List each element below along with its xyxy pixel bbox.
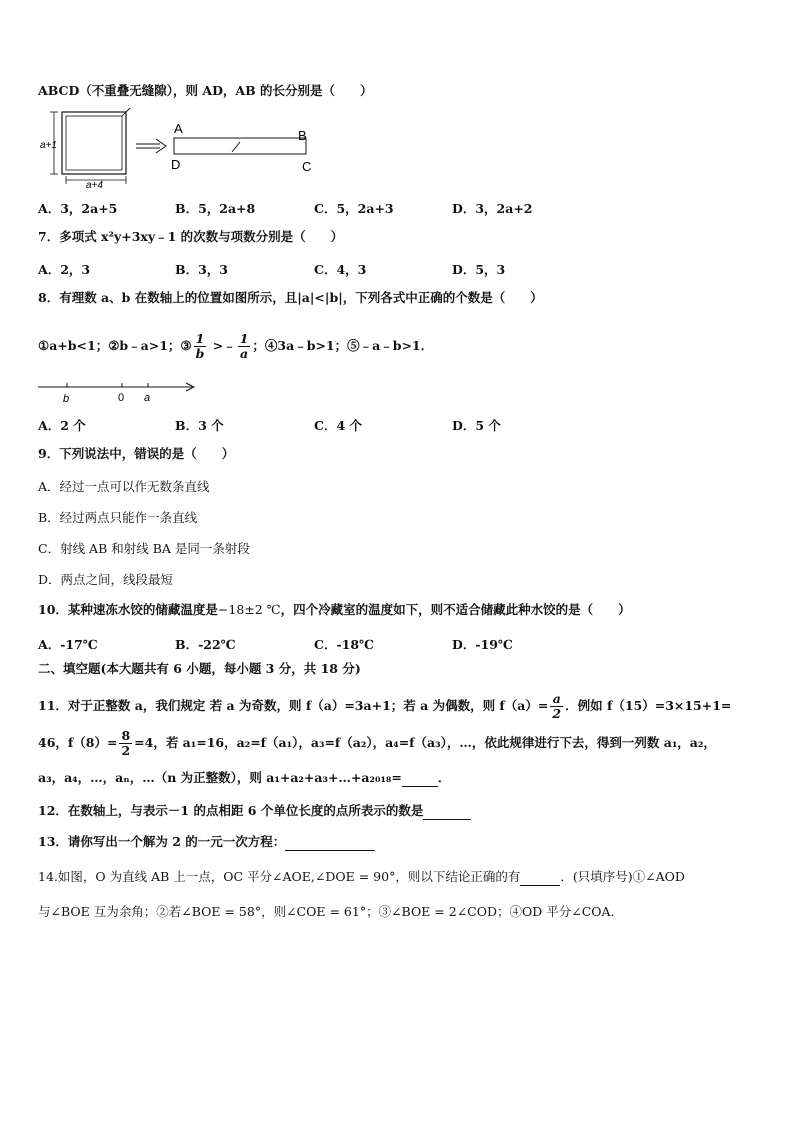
- q8-option-a[interactable]: A．2 个: [38, 418, 86, 433]
- label-A: A: [174, 121, 183, 136]
- q12-text: 12．在数轴上，与表示－1 的点相距 6 个单位长度的点所表示的数是: [38, 803, 424, 818]
- q8-gt-neg: >﹣: [208, 338, 236, 353]
- axis-zero: 0: [118, 392, 125, 404]
- q14-line1-tail: ．(只填序号)①∠AOD: [560, 869, 685, 884]
- q11-frac-a2: $\frac{a}{2}$: [552, 691, 562, 721]
- q10-stem-a: 10．某种速冻水饺的储藏温度是: [38, 602, 218, 617]
- q8-items-a: ①a+b<1；②b﹣a>1；③: [38, 338, 192, 353]
- q8-option-b[interactable]: B．3 个: [175, 418, 224, 433]
- q11-line1: [38, 690, 731, 722]
- q7-stem: 7．多项式 x²y+3xy﹣1 的次数与项数分别是（ ）: [38, 229, 344, 244]
- q8-option-c[interactable]: C．4 个: [314, 418, 362, 433]
- q9-option-b[interactable]: B．经过两点只能作一条直线: [38, 510, 198, 525]
- q8-items-b: ；④3a﹣b>1；⑤﹣a﹣b>1．: [252, 338, 434, 353]
- q10-option-c[interactable]: C．-18℃: [314, 637, 375, 652]
- label-C: C: [302, 159, 312, 174]
- q14-line1-text: 14.如图，O 为直线 AB 上一点，OC 平分∠AOE,∠DOE = 90°，则以下结论正确的有: [38, 869, 521, 884]
- q11-line2-a: 46，f（8）=: [38, 735, 118, 750]
- q10-option-b[interactable]: B．-22℃: [175, 637, 236, 652]
- q7-option-c[interactable]: C．4，3: [314, 262, 367, 277]
- q14-line1: [38, 869, 685, 886]
- bottom-label: a+4: [86, 180, 103, 188]
- q9-option-d[interactable]: D．两点之间，线段最短: [38, 572, 174, 587]
- q12: [38, 803, 471, 820]
- q10-temp: −18±2 ℃: [217, 602, 281, 617]
- q11-line1-text: 11．对于正整数 a，我们规定 若 a 为奇数，则 f（a）=3a+1；若 a 为偶数，则 f（a）=: [38, 698, 549, 713]
- q6-figure: [36, 108, 326, 188]
- q9-option-a[interactable]: A．经过一点可以作无数条直线: [38, 479, 210, 494]
- label-D: D: [171, 157, 181, 172]
- q13: [38, 834, 375, 851]
- axis-b: b: [63, 393, 70, 405]
- q9-option-c[interactable]: C．射线 AB 和射线 BA 是同一条射段: [38, 541, 250, 556]
- q7-option-a[interactable]: A．2，3: [38, 262, 91, 277]
- q8-number-line: [36, 378, 206, 406]
- q13-text: 13．请你写出一个解为 2 的一元一次方程：: [38, 834, 286, 849]
- q6-option-b[interactable]: B．5，2a+8: [175, 201, 256, 216]
- q14-answer-blank[interactable]: [520, 869, 560, 886]
- q6-option-d[interactable]: D．3，2a+2: [452, 201, 533, 216]
- q11-answer-blank[interactable]: [402, 770, 438, 787]
- side-label: a+1: [40, 140, 57, 151]
- q11-line1-tail: ．例如 f（15）=3×15+1=: [565, 698, 732, 713]
- q9-stem: 9．下列说法中，错误的是（ ）: [38, 446, 235, 461]
- q14-line2: 与∠BOE 互为余角；②若∠BOE = 58°，则∠COE = 61°；③∠BOE = 2∠COD；④OD 平分∠COA．: [38, 904, 624, 919]
- q8-frac-1a: $\frac{1}{a}$: [239, 331, 249, 361]
- q10-stem-b: ，四个冷藏室的温度如下，则不适合储藏此种水饺的是（ ）: [280, 602, 631, 617]
- q10-option-d[interactable]: D．-19℃: [452, 637, 513, 652]
- q11-line3-tail: ．: [437, 770, 451, 785]
- q8-option-d[interactable]: D．5 个: [452, 418, 501, 433]
- q8-statements: [38, 330, 433, 362]
- q11-line3-text: a₃，a₄，…，aₙ，…（n 为正整数），则 a₁+a₂+a₃+…+a₂₀₁₈=: [38, 770, 402, 785]
- q6-option-a[interactable]: A．3，2a+5: [38, 201, 118, 216]
- q7-option-d[interactable]: D．5，3: [452, 262, 506, 277]
- q8-stem: 8．有理数 a、b 在数轴上的位置如图所示，且|a|<|b|，下列各式中正确的个数是（ ）: [38, 290, 543, 305]
- q10-stem: [38, 602, 631, 618]
- axis-a: a: [144, 392, 151, 404]
- q12-answer-blank[interactable]: [423, 803, 471, 820]
- q11-line2: [38, 727, 716, 759]
- section-heading: 二、填空题(本大题共有 6 小题，每小题 3 分，共 18 分): [38, 661, 361, 676]
- q13-answer-blank[interactable]: [285, 834, 375, 851]
- q11-frac-82: $\frac{8}{2}$: [121, 728, 131, 758]
- q7-option-b[interactable]: B．3，3: [175, 262, 228, 277]
- q10-option-a[interactable]: A．-17℃: [38, 637, 98, 652]
- q11-line3: [38, 770, 450, 787]
- q6-option-c[interactable]: C．5，2a+3: [314, 201, 394, 216]
- q11-line2-b: =4，若 a₁=16，a₂=f（a₁），a₃=f（a₂），a₄=f（a₃），…，依此规律进行下去，得到一列数 a₁，a₂，: [134, 735, 716, 750]
- q8-frac-1b: $\frac{1}{b}$: [195, 331, 205, 361]
- label-B: B: [298, 128, 307, 143]
- q6-stem: ABCD（不重叠无缝隙），则 AD，AB 的长分别是（ ）: [38, 83, 373, 98]
